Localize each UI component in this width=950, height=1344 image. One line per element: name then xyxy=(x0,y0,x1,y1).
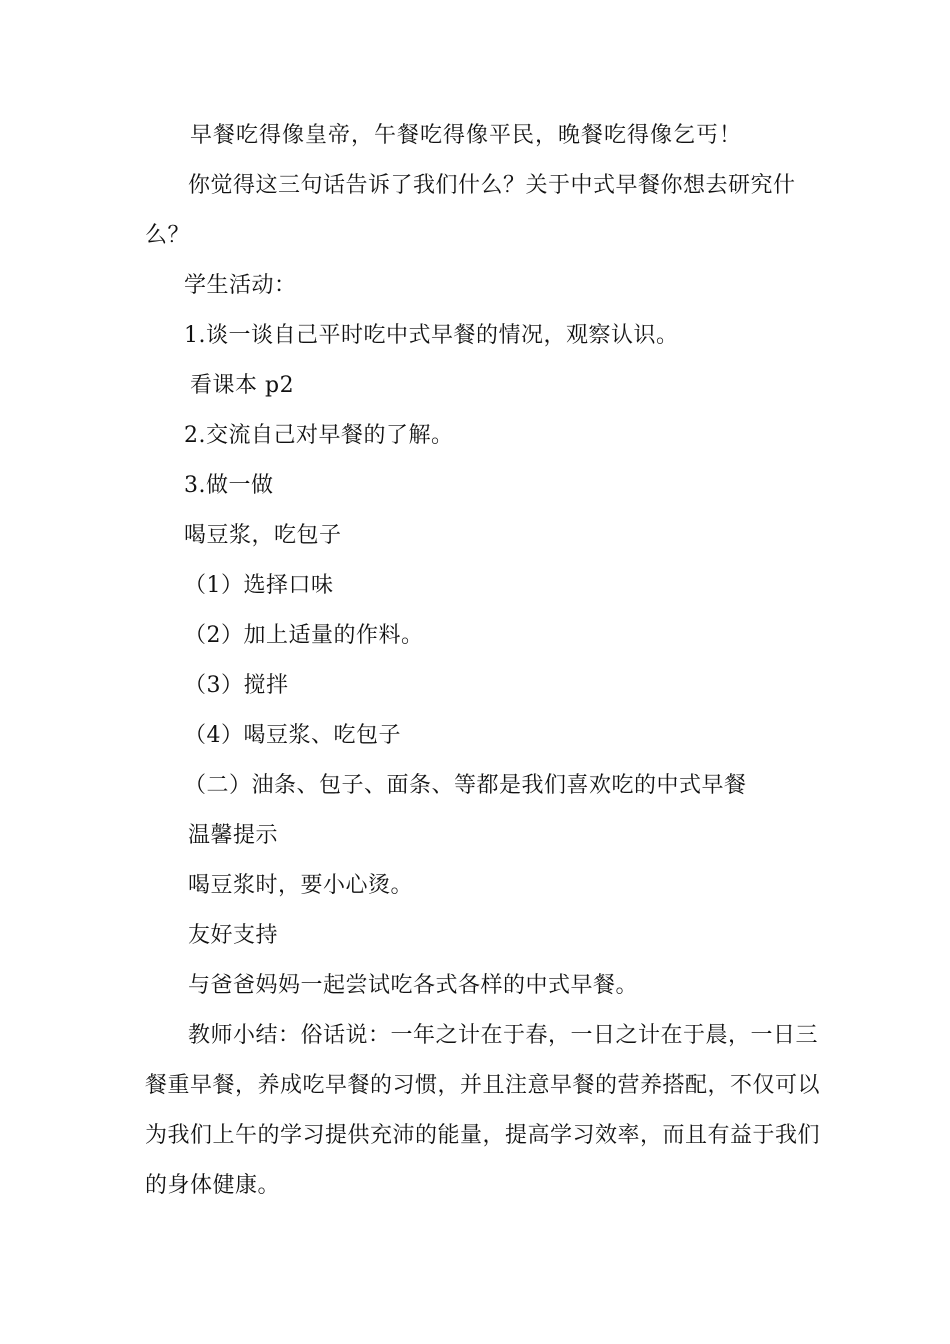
step-2: 2.交流自己对早餐的了解。 xyxy=(184,423,454,448)
step-1: 1.谈一谈自己平时吃中式早餐的情况，观察认识。 xyxy=(184,323,679,348)
summary-line-1: 教师小结：俗话说：一年之计在于春，一日之计在于晨，一日三 xyxy=(188,1023,819,1048)
activity-heading: 学生活动： xyxy=(184,273,297,298)
summary-line-4: 的身体健康。 xyxy=(145,1173,281,1198)
summary-line-2: 餐重早餐，养成吃早餐的习惯，并且注意早餐的营养搭配，不仅可以 xyxy=(145,1073,821,1098)
slogan-line: 早餐吃得像皇帝，午餐吃得像平民，晚餐吃得像乞丐！ xyxy=(190,123,743,148)
task-title: 喝豆浆，吃包子 xyxy=(184,523,342,548)
support-text: 与爸爸妈妈一起尝试吃各式各样的中式早餐。 xyxy=(188,973,639,998)
section-two: （二）油条、包子、面条、等都是我们喜欢吃的中式早餐 xyxy=(184,773,747,798)
step-3: 3.做一做 xyxy=(184,473,274,498)
substep-4: （4）喝豆浆、吃包子 xyxy=(184,723,401,748)
substep-2: （2）加上适量的作料。 xyxy=(184,623,424,648)
question-line-1: 你觉得这三句话告诉了我们什么？关于中式早餐你想去研究什 xyxy=(188,173,796,198)
textbook-reference: 看课本 p2 xyxy=(190,373,295,398)
summary-line-3: 为我们上午的学习提供充沛的能量，提高学习效率，而且有益于我们 xyxy=(145,1123,821,1148)
question-line-2: 么？ xyxy=(145,223,191,248)
tip-text: 喝豆浆时，要小心烫。 xyxy=(188,873,414,898)
tip-heading: 温馨提示 xyxy=(188,823,279,848)
substep-3: （3）搅拌 xyxy=(184,673,289,698)
support-heading: 友好支持 xyxy=(188,923,279,948)
substep-1: （1）选择口味 xyxy=(184,573,334,598)
